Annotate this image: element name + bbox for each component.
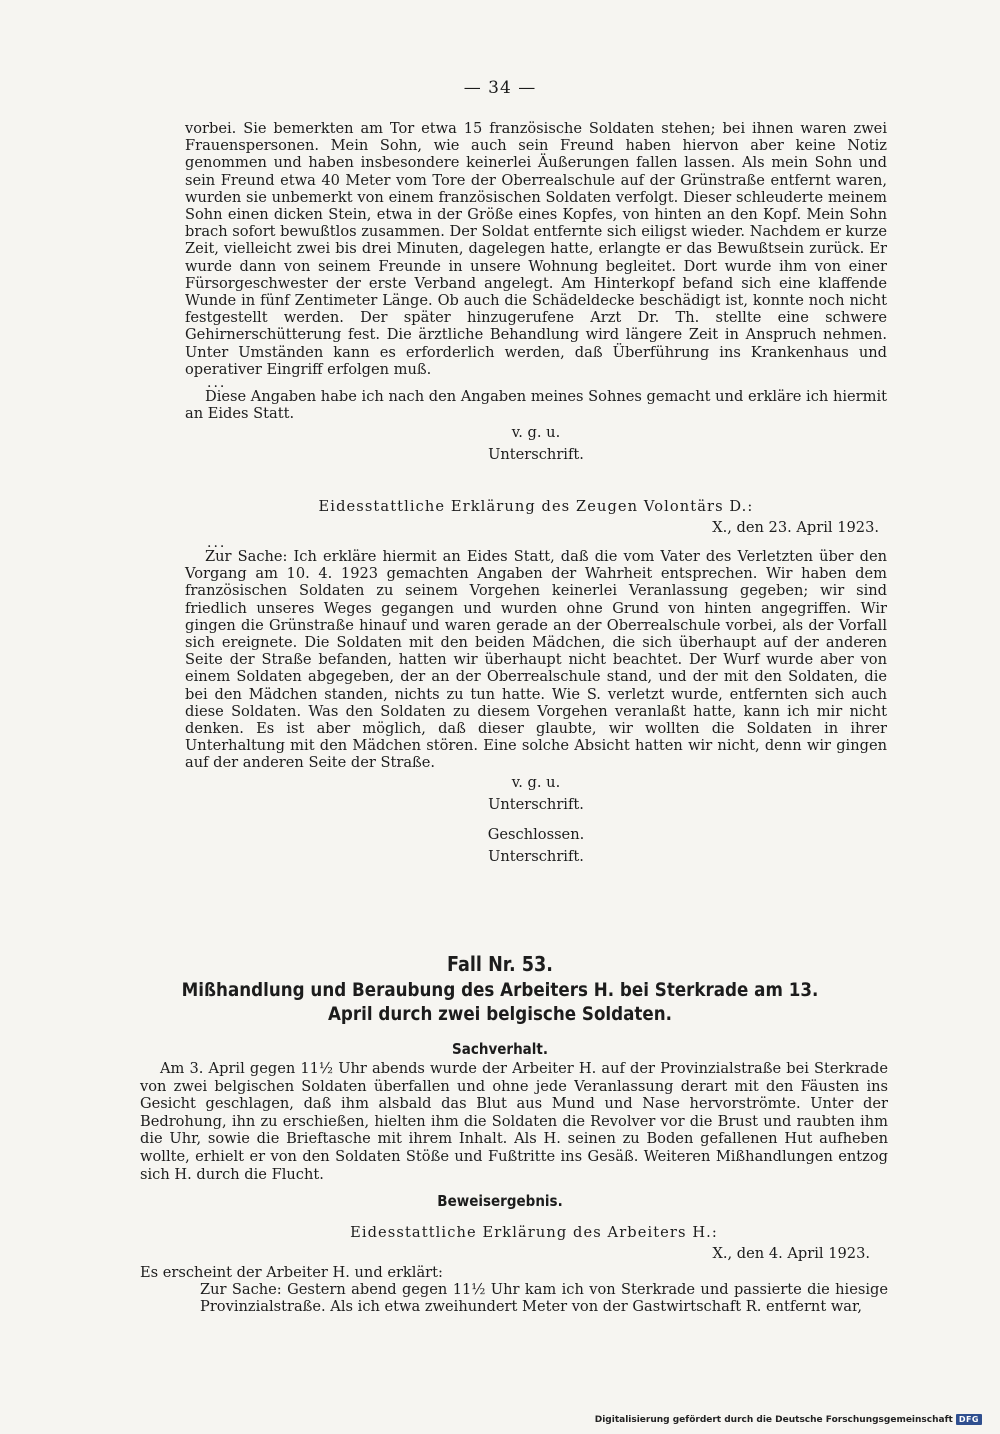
signature-line: Unterschrift.	[488, 446, 584, 464]
omission-marker: ...	[207, 375, 227, 392]
declaration-date: X., den 4. April 1923.	[712, 1245, 870, 1262]
vgu-mark: v. g. u.	[511, 424, 561, 442]
signature-line: Unterschrift.	[488, 795, 584, 813]
declaration-heading: Eidesstattliche Erklärung des Arbeiters H.:	[350, 1224, 718, 1241]
statement-closing: Diese Angaben habe ich nach den Angaben meines Sohnes gemacht und erkläre ich hiermit an Eides Statt.	[185, 388, 887, 423]
dfg-logo: DFG	[956, 1414, 982, 1425]
case-title: Mißhandlung und Beraubung des Arbeiters H. bei Sterkrade am 13. April durch zwei belgische Soldaten.	[181, 979, 819, 1025]
statement-continuation	[185, 120, 887, 466]
declaration-paragraph: Zur Sache: Ich erkläre hiermit an Eides Statt, daß die vom Vater des Verletzten über den Vorgang am 10. 4. 1923 gemachten Angaben der Wahrheit entsprechen. Wir haben dem französischen Soldaten zu seinem Vorgehen keinerlei Veranlassung gegeben; wir sind friedlich unseres Weges gegangen und wurden ohne Grund von hinten angegriffen. Wir gingen die Grünstraße hinauf und waren gerade an der Oberrealschule vorbei, als der Vorfall sich ereignete. Die Soldaten mit den beiden Mädchen, die sich überhaupt auf der anderen Seite der Straße befanden, hatten wir überhaupt nicht beachtet. Der Wurf wurde aber von einem Soldaten abgegeben, der an der Oberrealschule stand, und der mit den Soldaten, die bei den Mädchen standen, nichts zu tun hatte. Wie S. verletzt wurde, entfernten sich auch diese Soldaten. Was den Soldaten zu diesem Vorgehen veranlaßt hatte, kann ich mir nicht denken. Es ist aber möglich, daß dieser glaubte, wir wollten die Soldaten in ihrer Unterhaltung mit den Mädchen stören. Eine solche Absicht hatten wir nicht, denn wir gingen auf der anderen Seite der Straße.	[185, 548, 887, 772]
appears-line: Es erscheint der Arbeiter H. und erklärt:	[140, 1264, 443, 1281]
facts-section	[140, 1060, 888, 1183]
signature-line-2: Unterschrift.	[488, 847, 584, 865]
declaration-date: X., den 23. April 1923.	[712, 519, 879, 536]
digitization-footer	[595, 1414, 982, 1425]
witness-declaration	[185, 496, 887, 868]
facts-paragraph: Am 3. April gegen 11½ Uhr abends wurde der Arbeiter H. auf der Provinzialstraße bei Sterkrade von zwei belgischen Soldaten überfallen und ohne jede Veranlassung derart mit den Fäusten ins Gesicht geschlagen, daß ihm alsbald das Blut aus Mund und Nase hervorströmte. Unter der Bedrohung, ihn zu erschießen, hielten ihm die Soldaten die Revolver vor die Brust und raubten ihm die Uhr, sowie die Brieftasche mit ihrem Inhalt. Als H. seinen zu Boden gefallenen Hut aufheben wollte, erhielt er von den Soldaten Stöße und Fußtritte ins Gesäß. Weiteren Mißhandlungen entzog sich H. durch die Flucht.	[140, 1060, 888, 1183]
worker-declaration	[140, 1222, 888, 1316]
statement-paragraph: vorbei. Sie bemerkten am Tor etwa 15 französische Soldaten stehen; bei ihnen waren zwei Frauenspersonen. Mein Sohn, wie auch sein Freund haben hiervon aber keine Notiz genommen und haben insbesondere keinerlei Äußerungen fallen lassen. Als mein Sohn und sein Freund etwa 40 Meter vom Tore der Oberrealschule auf der Grünstraße entfernt waren, wurden sie unbemerkt von einem französischen Soldaten verfolgt. Dieser schleuderte meinem Sohn einen dicken Stein, etwa in der Größe eines Kopfes, von hinten an den Kopf. Mein Sohn brach sofort bewußtlos zusammen. Der Soldat entfernte sich eiligst wieder. Nachdem er kurze Zeit, vielleicht zwei bis drei Minuten, dagelegen hatte, erlangte er das Bewußtsein zurück. Er wurde dann von seinem Freunde in unsere Wohnung begleitet. Dort wurde ihm von einer Fürsorgeschwester der erste Verband angelegt. Am Hinterkopf befand sich eine klaffende Wunde in fünf Zentimeter Länge. Ob auch die Schädeldecke beschädigt ist, konnte noch nicht festgestellt werden. Der später hinzugerufene Arzt Dr. Th. stellte eine schwere Gehirnerschütterung fest. Die ärztliche Behandlung wird längere Zeit in Anspruch nehmen. Unter Umständen kann es erforderlich werden, daß Überführung ins Krankenhaus und operativer Eingriff erfolgen muß.	[185, 120, 887, 378]
statement-start: Zur Sache: Gestern abend gegen 11½ Uhr kam ich von Sterkrade und passierte die hiesige Provinzialstraße. Als ich etwa zweihundert Meter von der Gastwirtschaft R. entfernt war,	[200, 1281, 888, 1316]
omission-marker: ...	[207, 535, 227, 551]
footer-text: Digitalisierung gefördert durch die Deutsche Forschungsgemeinschaft	[594, 1414, 953, 1425]
page-number: — 34 —	[463, 78, 537, 98]
closed-note: Geschlossen.	[487, 825, 585, 843]
declaration-heading: Eidesstattliche Erklärung des Zeugen Volontärs D.:	[318, 498, 754, 515]
facts-heading: Sachverhalt.	[452, 1040, 548, 1058]
evidence-heading: Beweisergebnis.	[437, 1192, 563, 1210]
vgu-mark: v. g. u.	[511, 773, 561, 791]
case-number: Fall Nr. 53.	[447, 952, 553, 976]
